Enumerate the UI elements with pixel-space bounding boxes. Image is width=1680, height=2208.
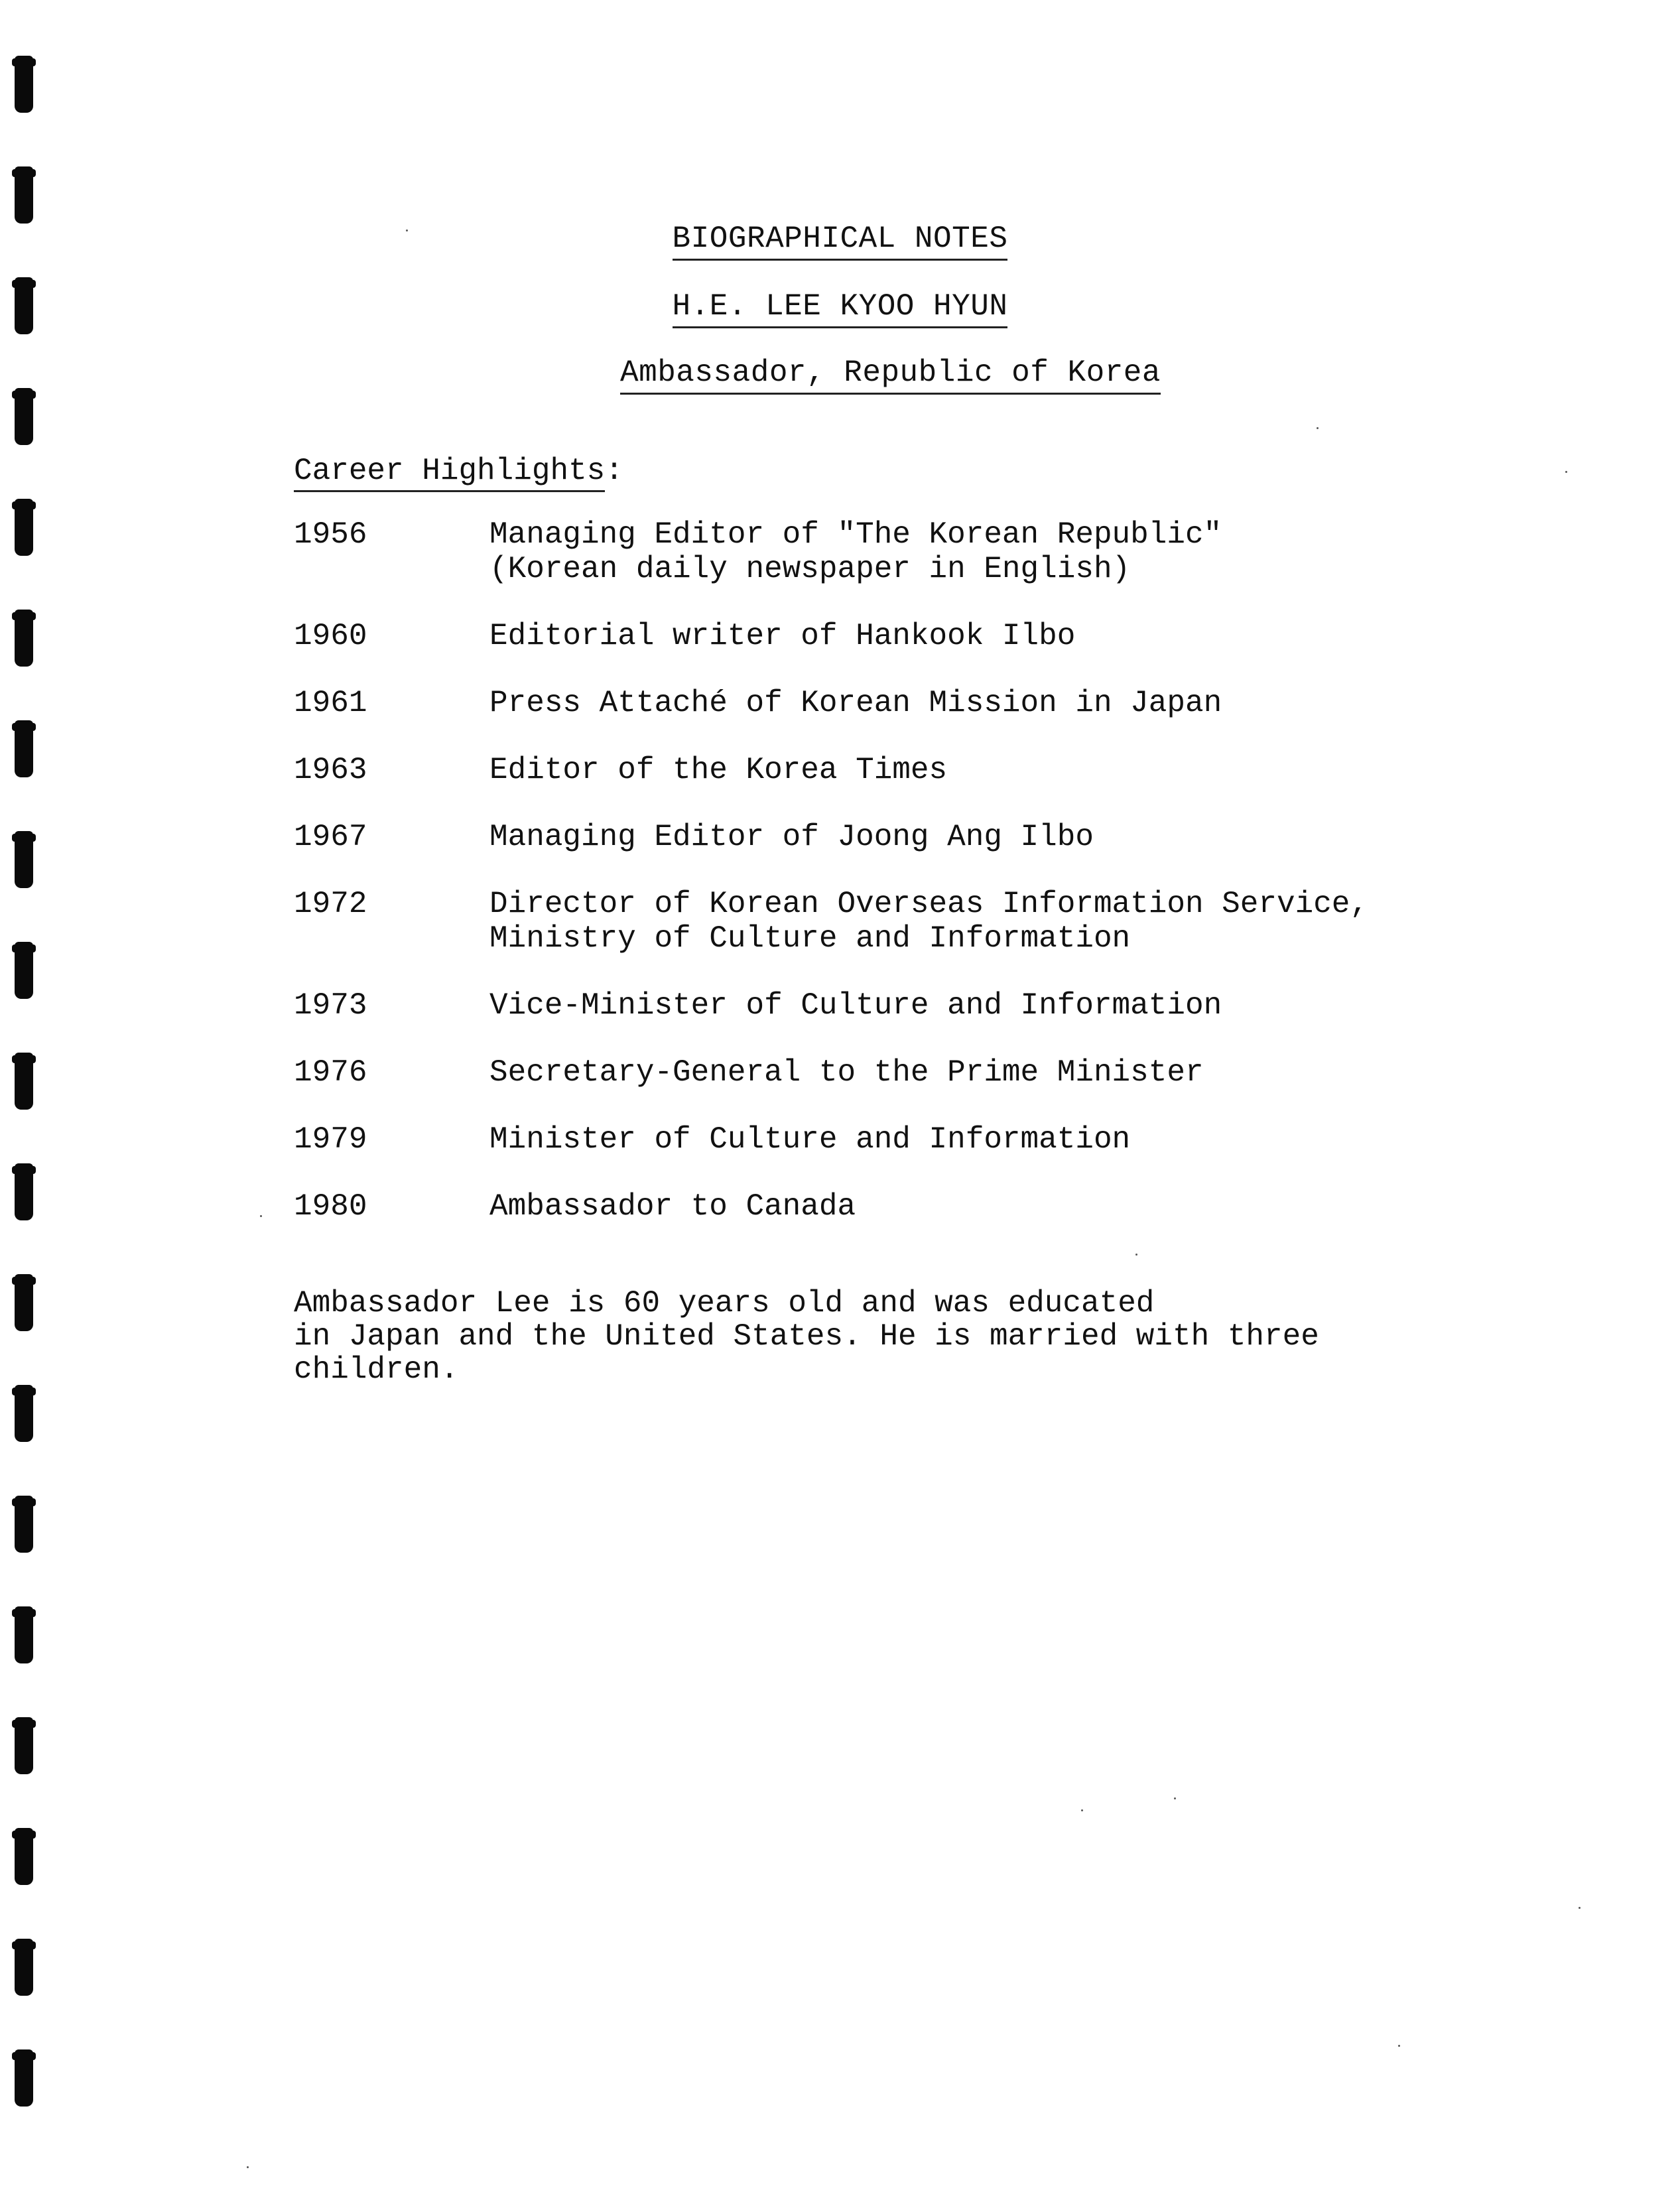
career-year: 1980 bbox=[294, 1189, 367, 1224]
binder-punch-mark-icon bbox=[15, 166, 33, 224]
career-year: 1956 bbox=[294, 517, 367, 552]
binder-punch-mark-icon bbox=[15, 720, 33, 777]
career-row bbox=[294, 887, 1554, 956]
career-description: Managing Editor of Joong Ang Ilbo bbox=[489, 820, 1094, 854]
binder-punch-mark-icon bbox=[15, 1496, 33, 1553]
career-row bbox=[294, 619, 1554, 653]
career-row bbox=[294, 686, 1554, 720]
scan-speck bbox=[1317, 427, 1319, 429]
career-highlights-heading-colon: : bbox=[605, 454, 623, 488]
binder-punch-mark-icon bbox=[15, 1606, 33, 1663]
binder-punch-mark-icon bbox=[15, 2049, 33, 2107]
career-year: 1967 bbox=[294, 820, 367, 854]
career-row bbox=[294, 988, 1554, 1023]
binder-punch-mark-icon bbox=[15, 499, 33, 556]
binder-punch-mark-icon bbox=[15, 610, 33, 667]
career-list bbox=[294, 517, 1554, 1256]
scan-speck bbox=[1398, 2045, 1400, 2047]
binder-punch-mark-icon bbox=[15, 1385, 33, 1442]
career-year: 1961 bbox=[294, 686, 367, 720]
career-description: Vice-Minister of Culture and Information bbox=[489, 988, 1222, 1023]
document-title-text: BIOGRAPHICAL NOTES bbox=[673, 222, 1008, 261]
career-description: Editor of the Korea Times bbox=[489, 753, 948, 787]
document-title bbox=[0, 222, 1680, 256]
career-row bbox=[294, 1122, 1554, 1157]
binder-punch-mark-icon bbox=[15, 942, 33, 999]
career-row bbox=[294, 1189, 1554, 1224]
scan-speck bbox=[260, 1215, 262, 1217]
career-description: Secretary-General to the Prime Minister bbox=[489, 1055, 1204, 1090]
career-year: 1963 bbox=[294, 753, 367, 787]
career-year: 1973 bbox=[294, 988, 367, 1023]
binder-punch-mark-icon bbox=[15, 1717, 33, 1774]
career-row bbox=[294, 1055, 1554, 1090]
career-highlights-heading bbox=[294, 454, 623, 488]
scan-speck bbox=[1081, 1809, 1083, 1811]
scan-speck bbox=[1579, 1907, 1581, 1909]
career-year: 1976 bbox=[294, 1055, 367, 1090]
career-row bbox=[294, 820, 1554, 854]
career-year: 1979 bbox=[294, 1122, 367, 1157]
career-description: Press Attaché of Korean Mission in Japan bbox=[489, 686, 1222, 720]
career-description: Editorial writer of Hankook Ilbo bbox=[489, 619, 1076, 653]
bio-paragraph: Ambassador Lee is 60 years old and was educated in Japan and the United States. He is married with three children. bbox=[294, 1286, 1319, 1387]
binder-punch-mark-icon bbox=[15, 1274, 33, 1331]
binder-punch-mark-icon bbox=[15, 1053, 33, 1110]
binder-punch-mark-icon bbox=[15, 1939, 33, 1996]
career-row bbox=[294, 517, 1554, 586]
binder-punch-mark-icon bbox=[15, 388, 33, 445]
person-position bbox=[50, 356, 1680, 390]
scan-speck bbox=[247, 2166, 249, 2168]
person-position-text: Ambassador, Republic of Korea bbox=[620, 356, 1161, 395]
binder-punch-mark-icon bbox=[15, 1163, 33, 1220]
career-description: Minister of Culture and Information bbox=[489, 1122, 1131, 1157]
career-description: Managing Editor of "The Korean Republic" (Korean daily newspaper in English) bbox=[489, 517, 1222, 586]
career-year: 1972 bbox=[294, 887, 367, 921]
career-description: Director of Korean Overseas Information Service, Ministry of Culture and Information bbox=[489, 887, 1369, 956]
career-highlights-heading-text: Career Highlights bbox=[294, 454, 605, 492]
binder-punch-mark-icon bbox=[15, 56, 33, 113]
binder-punch-mark-icon bbox=[15, 1828, 33, 1885]
scan-speck bbox=[1565, 471, 1567, 473]
person-name-text: H.E. LEE KYOO HYUN bbox=[673, 289, 1008, 328]
career-year: 1960 bbox=[294, 619, 367, 653]
career-row bbox=[294, 753, 1554, 787]
career-description: Ambassador to Canada bbox=[489, 1189, 856, 1224]
binder-punch-mark-icon bbox=[15, 831, 33, 888]
scan-speck bbox=[1174, 1797, 1176, 1799]
person-name bbox=[0, 289, 1680, 324]
